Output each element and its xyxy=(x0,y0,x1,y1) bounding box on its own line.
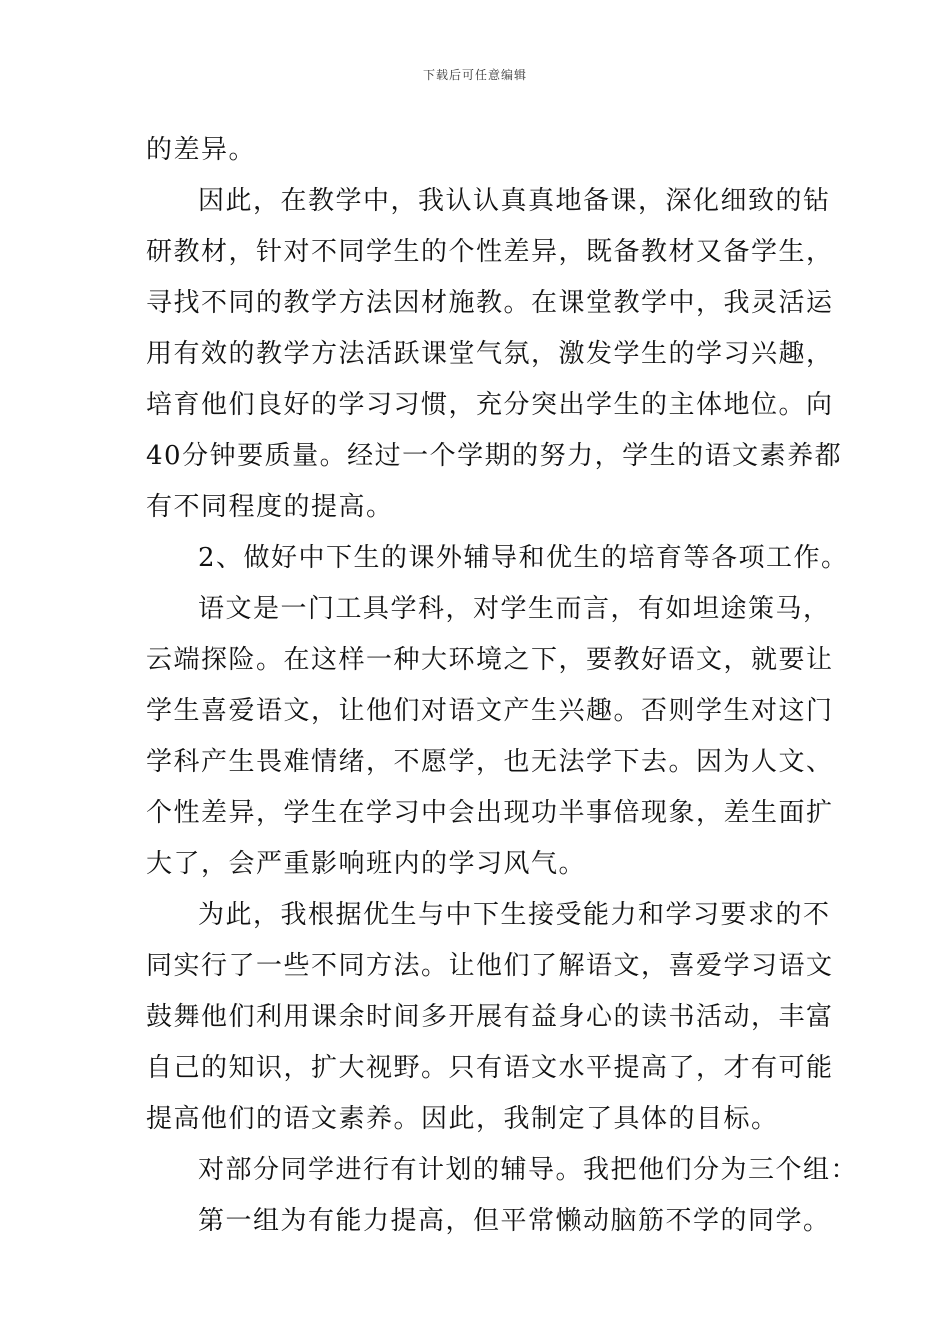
text-line: 云端探险。在这样一种大环境之下，要教好语文，就要让 xyxy=(146,645,834,675)
document-body xyxy=(146,125,859,1247)
section-heading: 2、做好中下生的课外辅导和优生的培育等各项工作。 xyxy=(198,543,849,573)
text-line: 第一组为有能力提高，但平常懒动脑筋不学的同学。 xyxy=(198,1206,831,1236)
text-line: 自己的知识，扩大视野。只有语文水平提高了，才有可能 xyxy=(146,1053,834,1083)
text-line: 大了，会严重影响班内的学习风气。 xyxy=(146,849,587,879)
text-line: 鼓舞他们利用课余时间多开展有益身心的读书活动，丰富 xyxy=(146,1002,834,1032)
text-line: 40分钟要质量。经过一个学期的努力，学生的语文素养都 xyxy=(146,441,843,471)
text-line: 对部分同学进行有计划的辅导。我把他们分为三个组： xyxy=(198,1155,859,1185)
text-line: 因此，在教学中，我认认真真地备课，深化细致的钻 xyxy=(198,186,831,216)
text-line: 个性差异，学生在学习中会出现功半事倍现象，差生面扩 xyxy=(146,798,834,828)
text-line: 研教材，针对不同学生的个性差异，既备教材又备学生， xyxy=(146,237,834,267)
header-note: 下载后可任意编辑 xyxy=(422,68,527,82)
text-line: 的差异。 xyxy=(146,135,257,165)
text-line: 培育他们良好的学习习惯，充分突出学生的主体地位。向 xyxy=(146,390,834,420)
text-line: 提高他们的语文素养。因此，我制定了具体的目标。 xyxy=(146,1104,779,1134)
text-line: 有不同程度的提高。 xyxy=(146,492,394,522)
text-line: 学科产生畏难情绪，不愿学，也无法学下去。因为人文、 xyxy=(146,747,834,777)
text-line: 语文是一门工具学科，对学生而言，有如坦途策马， xyxy=(198,594,831,624)
text-line: 学生喜爱语文，让他们对语文产生兴趣。否则学生对这门 xyxy=(146,696,834,726)
text-line: 寻找不同的教学方法因材施教。在课堂教学中，我灵活运 xyxy=(146,288,834,318)
text-line: 用有效的教学方法活跃课堂气氛，激发学生的学习兴趣， xyxy=(146,339,834,369)
text-line: 为此，我根据优生与中下生接受能力和学习要求的不 xyxy=(198,900,831,930)
text-line: 同实行了一些不同方法。让他们了解语文，喜爱学习语文 xyxy=(146,951,834,981)
